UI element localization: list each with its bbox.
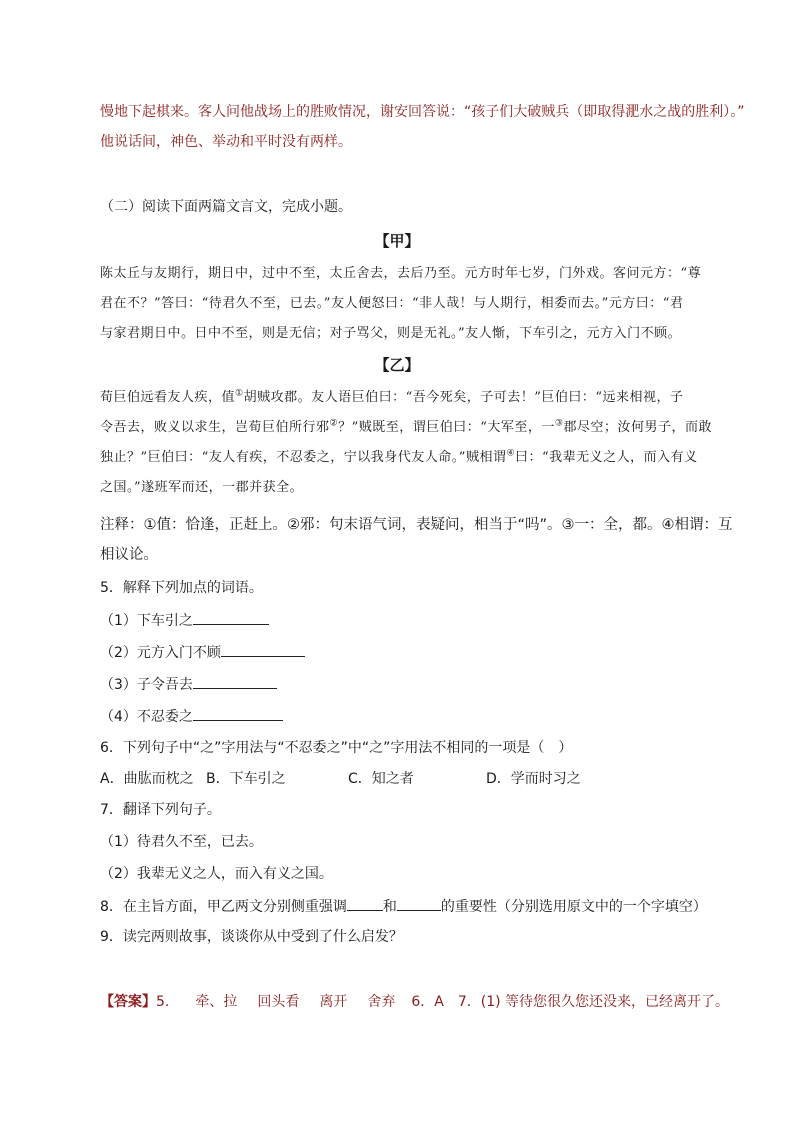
answer-blank[interactable] bbox=[193, 706, 283, 721]
answer-blank[interactable] bbox=[397, 896, 441, 911]
option-a[interactable]: A．曲肱而枕之 bbox=[100, 771, 194, 787]
question-5-item-text: （3）子令吾去 bbox=[100, 677, 193, 693]
question-5-item-2 bbox=[100, 642, 305, 663]
passage-jia-line-3: 与家君期日中。日中不至，则是无信；对子骂父，则是无礼。”友人惭，下车引之，元方入门不顾。 bbox=[100, 326, 682, 341]
option-d[interactable]: D．学而时习之 bbox=[486, 771, 581, 787]
passage-yi-line-2 bbox=[100, 418, 712, 438]
question-8-text: 8．在主旨方面，甲乙两文分别侧重强调 bbox=[100, 899, 347, 915]
question-5-item-text: （1）下车引之 bbox=[100, 613, 193, 629]
passage-yi-line-3 bbox=[100, 448, 698, 468]
question-8 bbox=[100, 896, 707, 917]
question-6-stem: 6．下列句子中“之”字用法与“不忍委之”中“之”字用法不相同的一项是（ ） bbox=[100, 740, 573, 756]
passage-yi-text: 独止？”巨伯曰：“友人有疾，不忍委之，宁以我身代友人命。”贼相谓 bbox=[100, 450, 507, 465]
previous-translation-line-1: 慢地下起棋来。客人问他战场上的胜败情况，谢安回答说：“孩子们大破贼兵（即取得淝水之战的胜利）。” bbox=[100, 104, 745, 120]
passage-yi-text: 令吾去，败义以求生，岂荀巨伯所行邪 bbox=[100, 420, 330, 435]
question-7-sentence-2: （2）我辈无义之人，而入有义之国。 bbox=[100, 866, 333, 882]
footnote-mark: ② bbox=[329, 418, 339, 429]
answer-blank[interactable] bbox=[193, 674, 277, 689]
passage-yi-text: 荀巨伯远看友人疾，值 bbox=[100, 390, 236, 405]
passage-yi-title: 【乙】 bbox=[374, 356, 420, 374]
question-5-item-4 bbox=[100, 706, 283, 727]
passage-jia-line-1: 陈太丘与友期行，期日中，过中不至，太丘舍去，去后乃至。元方时年七岁，门外戏。客问元方：“尊 bbox=[100, 266, 702, 281]
answer-q7: 7．(1) 等待您很久您还没来，已经离开了。 bbox=[457, 994, 730, 1010]
answer-q5-number: 5. bbox=[156, 994, 170, 1010]
answer-q5-3: 离开 bbox=[319, 994, 348, 1010]
question-5-item-1 bbox=[100, 610, 269, 631]
notes-line-2: 相议论。 bbox=[100, 547, 158, 563]
passage-yi-line-1 bbox=[100, 388, 684, 408]
question-5-item-3 bbox=[100, 674, 277, 695]
answer-q5-2: 回头看 bbox=[257, 994, 300, 1010]
question-8-text: 和 bbox=[382, 899, 397, 915]
answer-blank[interactable] bbox=[193, 610, 269, 625]
option-b[interactable]: B．下车引之 bbox=[206, 771, 286, 787]
footnote-mark: ④ bbox=[506, 448, 516, 459]
footnote-mark: ① bbox=[235, 388, 244, 399]
question-5-item-text: （4）不忍委之 bbox=[100, 709, 193, 725]
notes-line-1: 注释：①值：恰逢，正赶上。②邪：句末语气词，表疑问，相当于“吗”。③一：全，都。④相谓：互 bbox=[100, 517, 733, 533]
section-heading: （二）阅读下面两篇文言文，完成小题。 bbox=[100, 199, 352, 215]
answer-tag: 【答案】 bbox=[100, 994, 156, 1010]
passage-yi-text: ？”贼既至，谓巨伯曰：“大军至，一 bbox=[338, 420, 555, 435]
passage-jia-line-2: 君在不？”答曰：“待君久不至，已去。”友人便怒曰：“非人哉！与人期行，相委而去。”元方曰：“君 bbox=[100, 296, 684, 311]
answer-q5-1: 牵、拉 bbox=[195, 994, 238, 1010]
passage-yi-line-4: 之国。”遂班军而还，一郡并获全。 bbox=[100, 480, 304, 495]
passage-jia-title: 【甲】 bbox=[374, 232, 420, 250]
passage-yi-text: 胡贼攻郡。友人语巨伯曰：“吾今死矣，子可去！”巨伯曰：“远来相视，子 bbox=[243, 390, 684, 405]
answer-q5-4: 舍弃 bbox=[367, 994, 396, 1010]
question-5-item-text: （2）元方入门不顾 bbox=[100, 645, 221, 661]
passage-yi-text: 曰：“我辈无义之人，而入有义 bbox=[515, 450, 698, 465]
question-9-stem: 9．读完两则故事，谈谈你从中受到了什么启发？ bbox=[100, 929, 403, 945]
question-7-stem: 7．翻译下列句子。 bbox=[100, 802, 221, 818]
answer-blank[interactable] bbox=[221, 642, 305, 657]
footnote-mark: ③ bbox=[554, 418, 564, 429]
option-c[interactable]: C．知之者 bbox=[348, 771, 414, 787]
previous-translation-line-2: 他说话间，神色、举动和平时没有两样。 bbox=[100, 134, 352, 150]
question-8-text: 的重要性（分别选用原文中的一个字填空） bbox=[440, 899, 707, 915]
passage-yi-text: 郡尽空；汝何男子，而敢 bbox=[563, 420, 712, 435]
question-5-stem: 5．解释下列加点的词语。 bbox=[100, 580, 263, 596]
answer-line bbox=[100, 992, 729, 1012]
answer-blank[interactable] bbox=[347, 896, 383, 911]
answer-q6: 6．A bbox=[411, 994, 444, 1010]
question-7-sentence-1: （1）待君久不至，已去。 bbox=[100, 834, 263, 850]
